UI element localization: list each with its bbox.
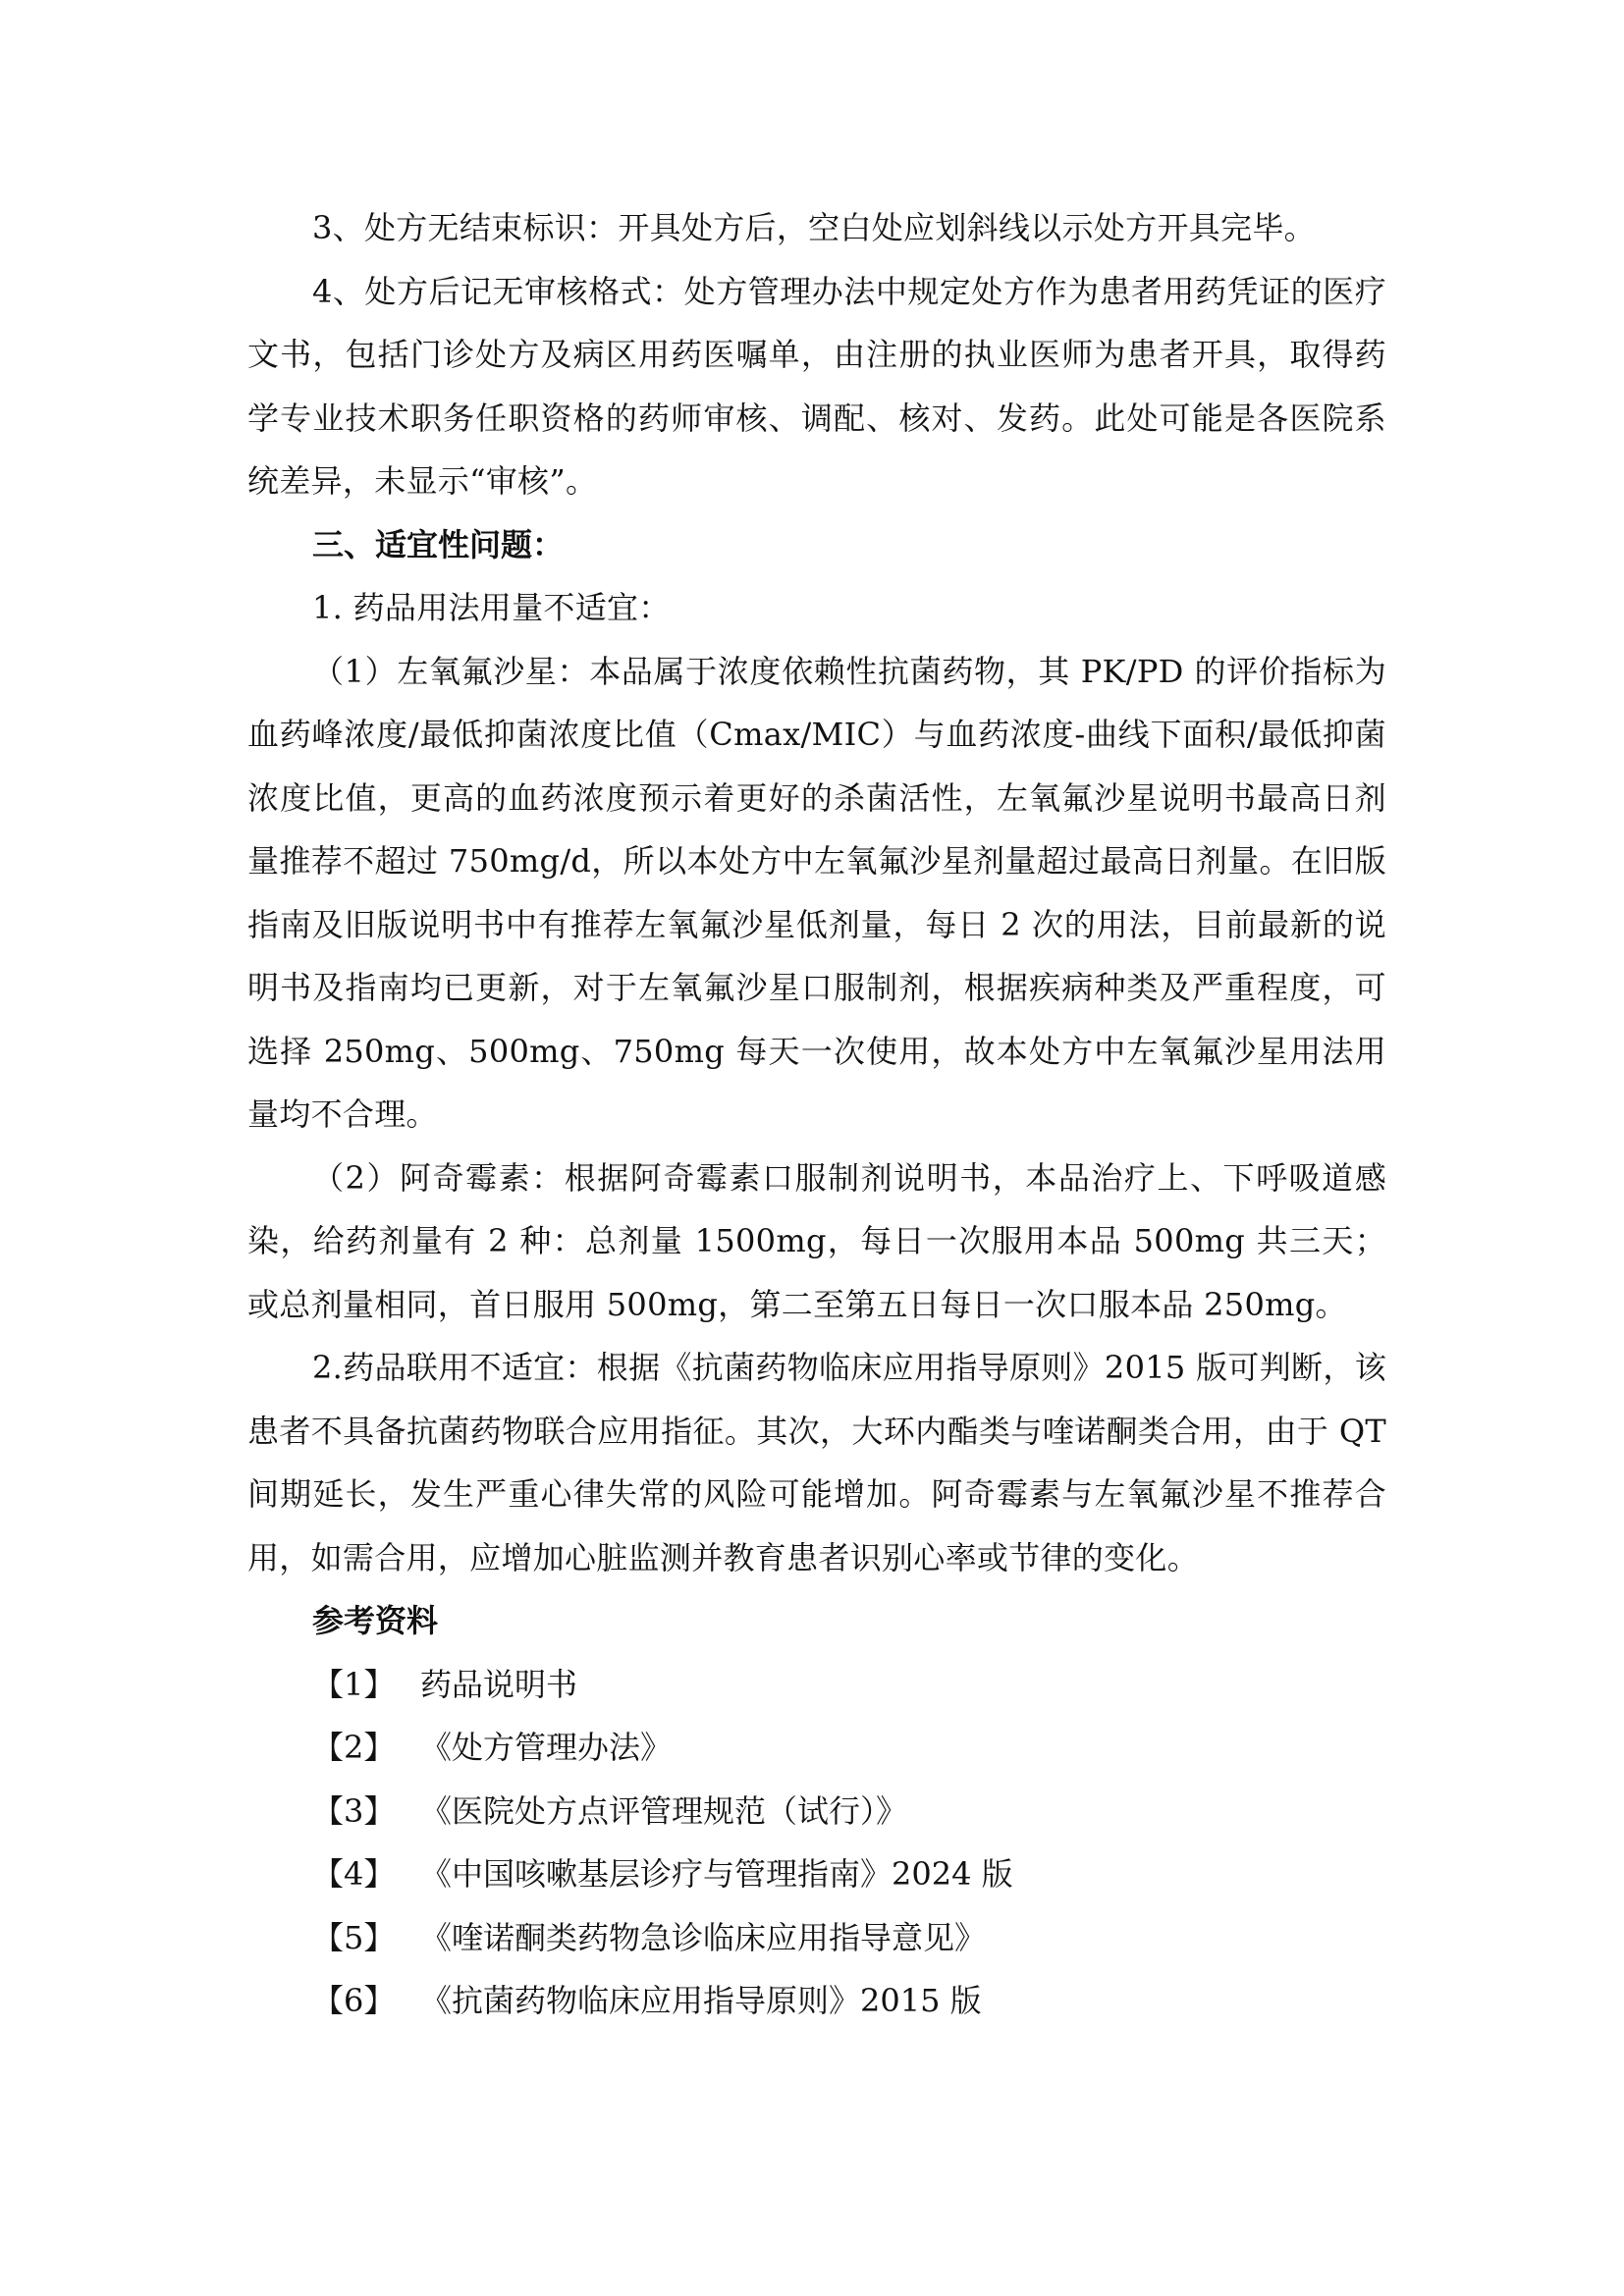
- reference-number: 【6】: [312, 1982, 396, 2019]
- reference-item: [247, 1842, 1386, 1906]
- reference-number: 【3】: [312, 1791, 396, 1830]
- reference-item: [247, 1653, 1386, 1717]
- reference-item: [247, 1906, 1386, 1970]
- reference-item: [247, 1969, 1386, 2033]
- paragraph-dosage-inappropriate: 1. 药品用法用量不适宜：: [312, 589, 671, 626]
- reference-text: 《抗菌药物临床应用指导原则》2015 版: [420, 1982, 982, 2019]
- reference-text: 《中国咳嗽基层诊疗与管理指南》2024 版: [420, 1855, 1013, 1893]
- reference-number: 【2】: [312, 1729, 396, 1766]
- reference-text: 《医院处方点评管理规范（试行）》: [420, 1791, 908, 1830]
- reference-number: 【4】: [312, 1855, 396, 1893]
- reference-text: 药品说明书: [420, 1665, 578, 1703]
- paragraph-no-end-mark: 3、处方无结束标识：开具处方后，空白处应划斜线以示处方开具完毕。: [312, 209, 1316, 246]
- reference-text: 《喹诺酮类药物急诊临床应用指导意见》: [420, 1918, 987, 1956]
- reference-number: 【1】: [312, 1665, 396, 1703]
- section-heading-appropriateness: 三、适宜性问题：: [312, 525, 565, 563]
- references-list: [247, 1653, 1386, 2033]
- references-heading: 参考资料: [312, 1602, 439, 1639]
- document-page: [247, 196, 1386, 2033]
- reference-text: 《处方管理办法》: [420, 1729, 673, 1766]
- reference-item: [247, 1780, 1386, 1843]
- paragraph-drug-combination: 2.药品联用不适宜：根据《抗菌药物临床应用指导原则》2015 版可判断，该患者不具备抗菌药物联合应用指征。其次，大环内酯类与喹诺酮类合用，由于 QT 间期延长，发生严重心律失常的风险可能增加。阿奇霉素与左氧氟沙星不推荐合用，如需合用，应增加心脏监测并教育患者识别心率或节律的变化。: [247, 1349, 1386, 1576]
- paragraph-azithromycin: （2）阿奇霉素：根据阿奇霉素口服制剂说明书，本品治疗上、下呼吸道感染，给药剂量有 2 种：总剂量 1500mg，每日一次服用本品 500mg 共三天；或总剂量相同，首日服用 500mg，第二至第五日每日一次口服本品 250mg。: [247, 1158, 1386, 1323]
- paragraph-no-review-format: 4、处方后记无审核格式：处方管理办法中规定处方作为患者用药凭证的医疗文书，包括门诊处方及病区用药医嘱单，由注册的执业医师为患者开具，取得药学专业技术职务任职资格的药师审核、调配、核对、发药。此处可能是各医院系统差异，未显示“审核”。: [247, 272, 1386, 500]
- paragraph-levofloxacin: （1）左氧氟沙星：本品属于浓度依赖性抗菌药物，其 PK/PD 的评价指标为血药峰浓度/最低抑菌浓度比值（Cmax/MIC）与血药浓度-曲线下面积/最低抑菌浓度比值，更高的血药浓度预示着更好的杀菌活性，左氧氟沙星说明书最高日剂量推荐不超过 750mg/d，所以本处方中左氧氟沙星剂量超过最高日剂量。在旧版指南及旧版说明书中有推荐左氧氟沙星低剂量，每日 2 次的用法，目前最新的说明书及指南均已更新，对于左氧氟沙星口服制剂，根据疾病种类及严重程度，可选择 250mg、500mg、750mg 每天一次使用，故本处方中左氧氟沙星用法用量均不合理。: [247, 652, 1386, 1133]
- reference-item: [247, 1716, 1386, 1780]
- reference-number: 【5】: [312, 1918, 396, 1956]
